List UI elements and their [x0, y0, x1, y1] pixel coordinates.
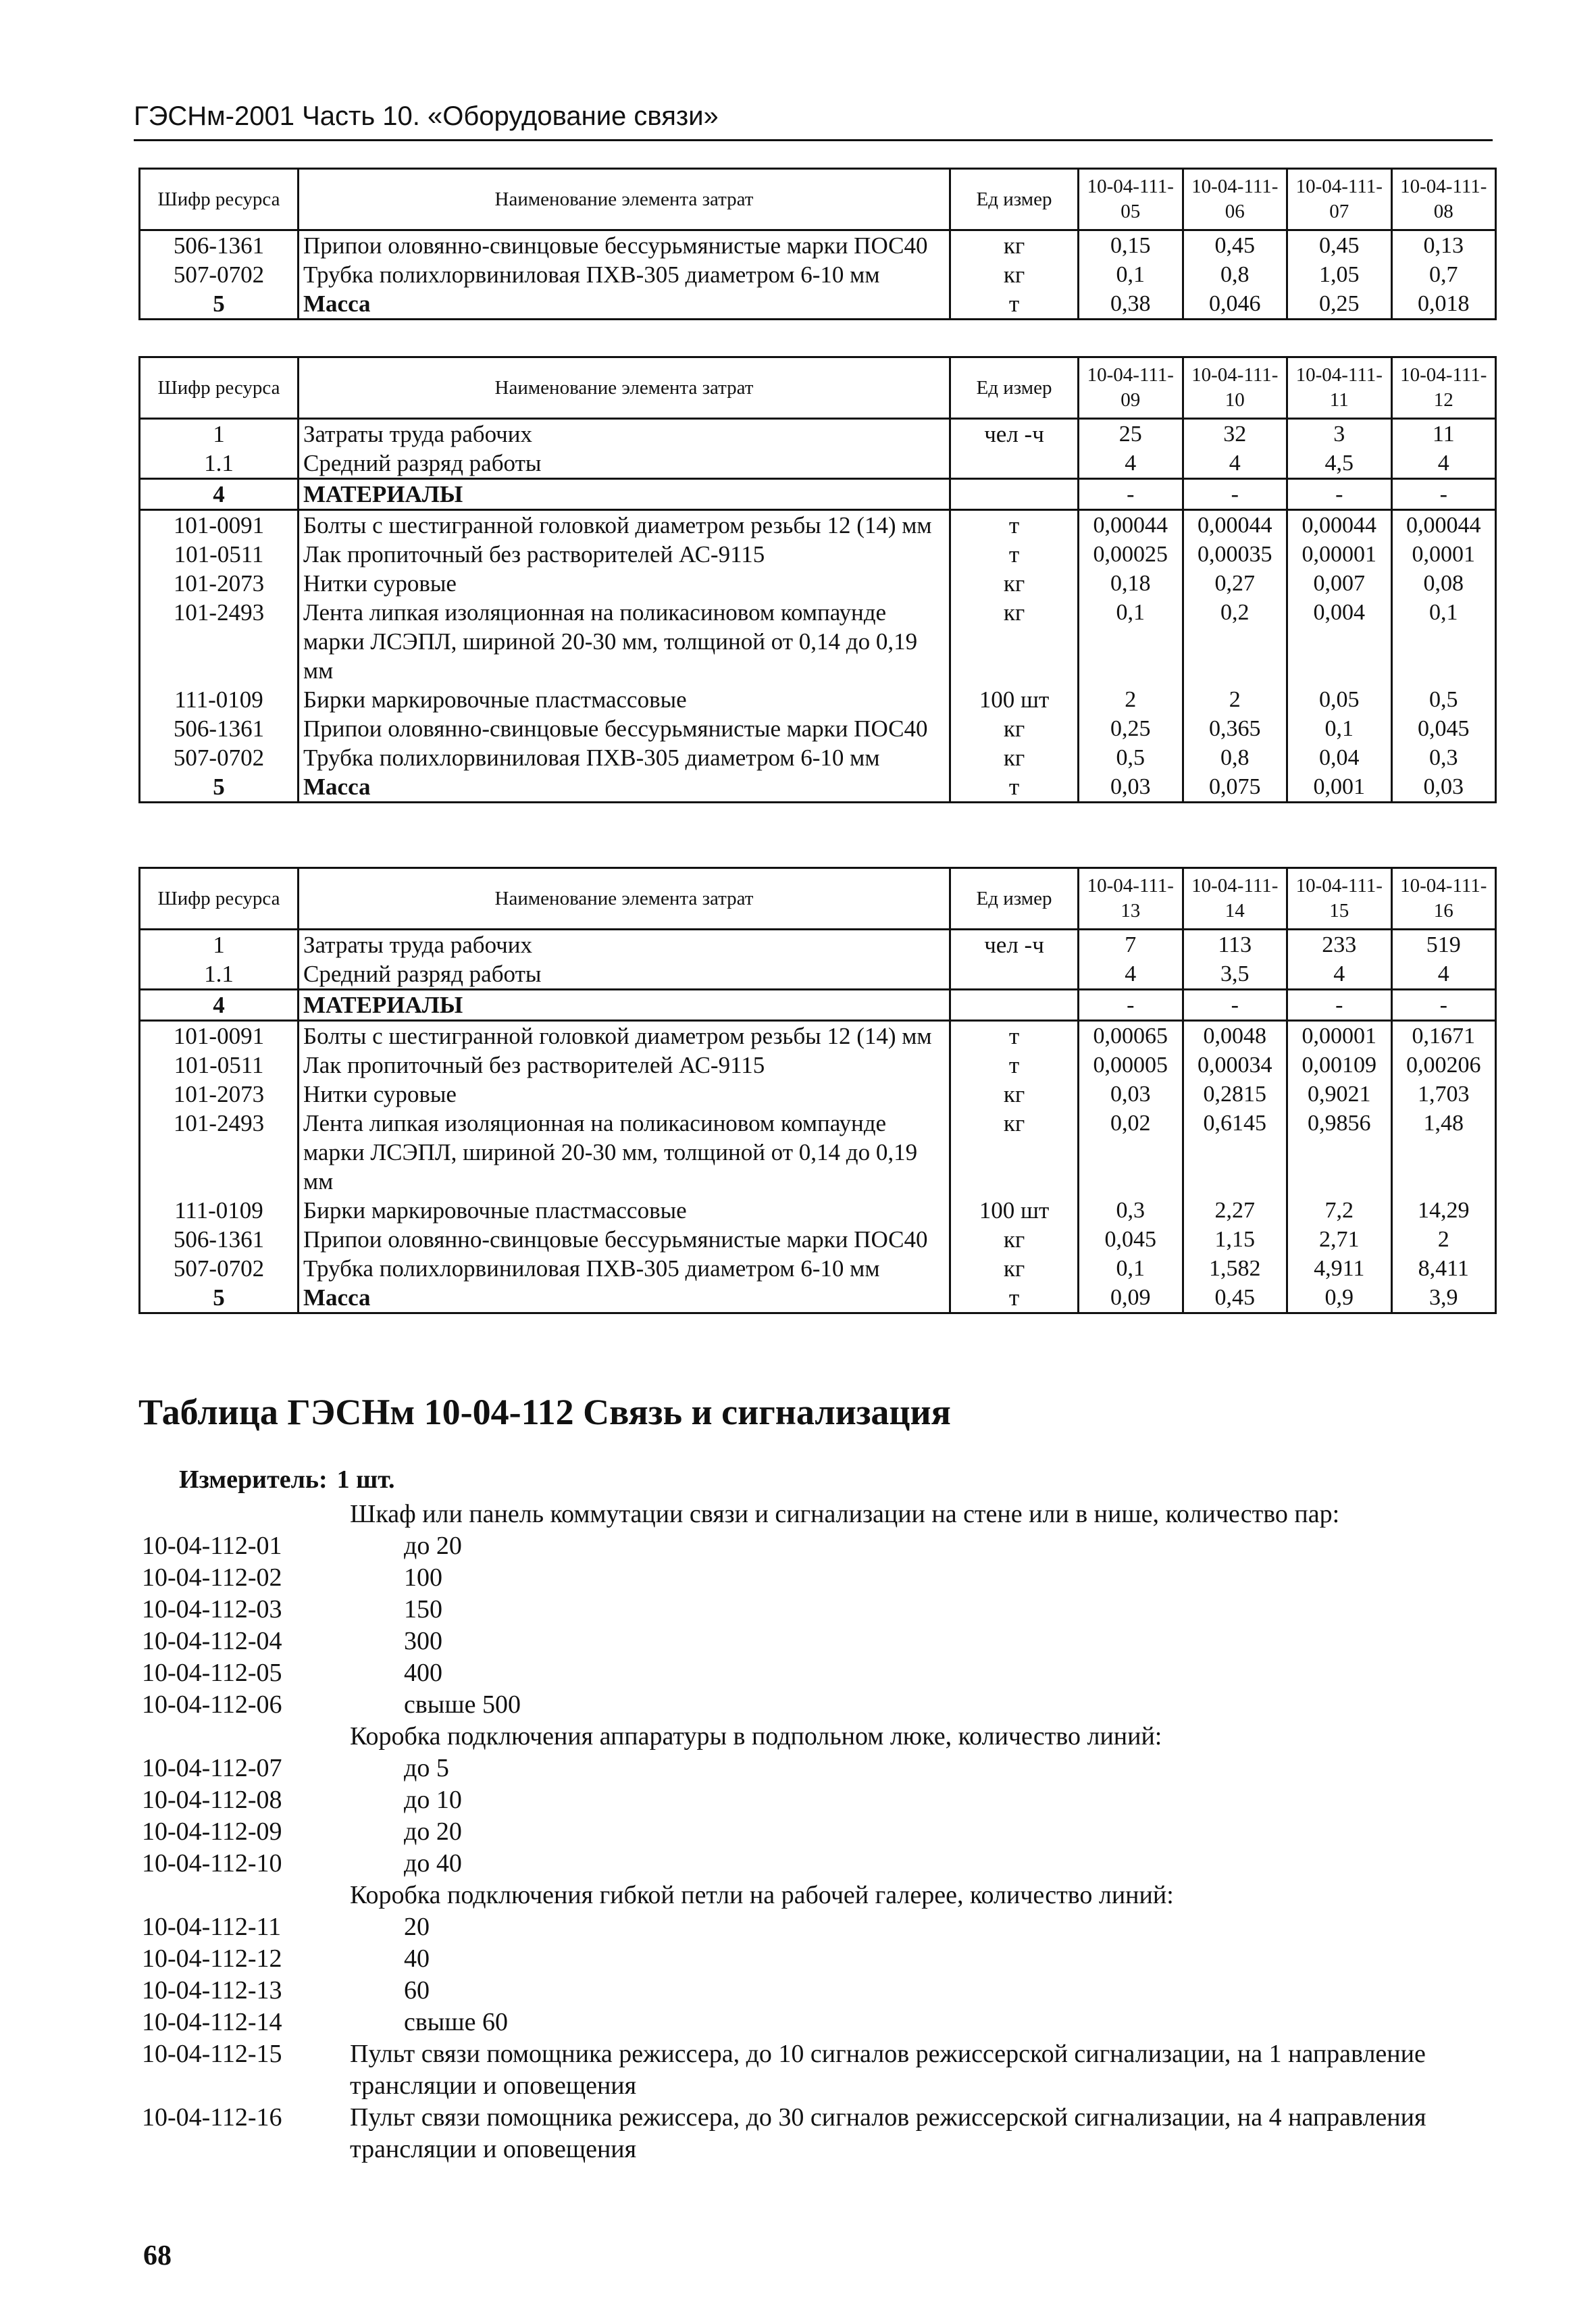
resource-name: Припои оловянно-свинцовые бессурьмянистые марки ПОС40: [299, 714, 950, 743]
column-header-norm: 10-04-111-08: [1391, 169, 1496, 230]
table-header-row: [140, 868, 1496, 930]
resource-value: 0,03: [1391, 772, 1496, 803]
table-row: [140, 1109, 1496, 1196]
resource-value: 0,6145: [1183, 1109, 1287, 1196]
resource-value: 4: [1079, 449, 1183, 479]
column-header-norm: 10-04-111-10: [1183, 357, 1287, 419]
resource-value: 0,018: [1391, 289, 1496, 320]
resource-name: Припои оловянно-свинцовые бессурьмянистые марки ПОС40: [299, 230, 950, 261]
norm-item-row: [142, 1562, 1493, 1594]
resource-unit: т: [950, 540, 1079, 569]
norm-item-row: [142, 2038, 1493, 2102]
resource-unit: кг: [950, 1080, 1079, 1109]
resource-code: 101-0091: [140, 1021, 299, 1051]
group-heading-2: Коробка подключения аппаратуры в подпольном люке, количество линий:: [350, 1722, 1162, 1751]
table-row: [140, 449, 1496, 479]
section-title: Таблица ГЭСНм 10-04-112 Связь и сигнализация: [138, 1392, 951, 1432]
resource-value: 7: [1079, 930, 1183, 960]
resource-unit: кг: [950, 743, 1079, 772]
group-list-3: [142, 1911, 1493, 2038]
table-row: [140, 230, 1496, 261]
column-header-norm: 10-04-111-12: [1391, 357, 1496, 419]
resource-value: 0,08: [1391, 569, 1496, 598]
resource-name: Лак пропиточный без растворителей АС-9115: [299, 1051, 950, 1080]
table-row: [140, 743, 1496, 772]
resource-name: Средний разряд работы: [299, 449, 950, 479]
resource-unit: кг: [950, 230, 1079, 261]
resource-value: -: [1079, 990, 1183, 1021]
column-header-code: Шифр ресурса: [140, 357, 299, 419]
resource-code: 101-2073: [140, 569, 299, 598]
table-row: [140, 419, 1496, 449]
resource-value: 2,27: [1183, 1196, 1287, 1225]
resource-value: 3,5: [1183, 959, 1287, 990]
resource-name: Лак пропиточный без растворителей АС-9115: [299, 540, 950, 569]
resource-value: 11: [1391, 419, 1496, 449]
resource-value: 0,5: [1391, 685, 1496, 714]
norm-code: 10-04-112-10: [142, 1849, 282, 1878]
resource-value: 113: [1183, 930, 1287, 960]
norm-items: [142, 1499, 1493, 2165]
norm-item-row: [142, 1911, 1493, 1943]
resource-value: 0,7: [1391, 260, 1496, 289]
resource-value: -: [1079, 479, 1183, 510]
resource-value: 2: [1079, 685, 1183, 714]
resource-value: -: [1391, 479, 1496, 510]
resource-value: -: [1183, 990, 1287, 1021]
resource-value: 0,1671: [1391, 1021, 1496, 1051]
resource-value: 7,2: [1287, 1196, 1392, 1225]
resource-value: 0,3: [1391, 743, 1496, 772]
group-heading-3: Коробка подключения гибкой петли на рабочей галерее, количество линий:: [350, 1881, 1174, 1909]
resource-value: 0,2815: [1183, 1080, 1287, 1109]
resource-unit: [950, 449, 1079, 479]
resource-value: 4: [1183, 449, 1287, 479]
column-header-norm: 10-04-111-14: [1183, 868, 1287, 930]
resource-value: -: [1183, 479, 1287, 510]
table-header-row: [140, 169, 1496, 230]
page-header: [134, 96, 1493, 141]
resource-name: Бирки маркировочные пластмассовые: [299, 685, 950, 714]
norm-code: 10-04-112-12: [142, 1944, 282, 1973]
group-heading-1: Шкаф или панель коммутации связи и сигнализации на стене или в нише, количество пар:: [350, 1500, 1340, 1528]
resource-unit: чел -ч: [950, 930, 1079, 960]
table-row: [140, 1254, 1496, 1283]
resource-value: 0,5: [1079, 743, 1183, 772]
group-list-2: [142, 1753, 1493, 1880]
norm-code: 10-04-112-11: [142, 1913, 282, 1941]
table-row: [140, 479, 1496, 510]
resource-name: Бирки маркировочные пластмассовые: [299, 1196, 950, 1225]
resource-name: Нитки суровые: [299, 569, 950, 598]
resource-value: 4: [1079, 959, 1183, 990]
resource-value: 0,0048: [1183, 1021, 1287, 1051]
resource-value: 0,1: [1287, 714, 1392, 743]
table-row: [140, 1051, 1496, 1080]
column-header-norm: 10-04-111-15: [1287, 868, 1392, 930]
resource-value: 0,00044: [1391, 510, 1496, 540]
resource-unit: кг: [950, 260, 1079, 289]
resource-value: 4,911: [1287, 1254, 1392, 1283]
page-number: 68: [143, 2240, 172, 2271]
resource-value: 1,05: [1287, 260, 1392, 289]
norm-code: 10-04-112-16: [142, 2103, 282, 2132]
resource-value: 0,00044: [1287, 510, 1392, 540]
resource-name: Масса: [299, 289, 950, 320]
resource-value: 1,15: [1183, 1225, 1287, 1254]
resource-value: 0,45: [1183, 1283, 1287, 1313]
resource-value: 0,00109: [1287, 1051, 1392, 1080]
resource-unit: [950, 959, 1079, 990]
resource-code: 506-1361: [140, 714, 299, 743]
resource-value: 233: [1287, 930, 1392, 960]
resource-value: 0,45: [1287, 230, 1392, 261]
resource-value: 1,582: [1183, 1254, 1287, 1283]
norm-item-row: [142, 2102, 1493, 2165]
document-title: ГЭСНм-2001 Часть 10. «Оборудование связи»: [134, 101, 719, 131]
resource-value: 519: [1391, 930, 1496, 960]
resource-value: 0,25: [1079, 714, 1183, 743]
norm-item-row: [142, 1943, 1493, 1975]
norm-label: до 20: [404, 1817, 462, 1846]
resource-unit: т: [950, 772, 1079, 803]
norm-code: 10-04-112-04: [142, 1627, 282, 1655]
resource-name: Трубка полихлорвиниловая ПХВ-305 диаметром 6-10 мм: [299, 1254, 950, 1283]
resource-value: -: [1391, 990, 1496, 1021]
norm-label: свыше 60: [404, 2008, 508, 2036]
resource-value: 4: [1391, 449, 1496, 479]
measure-label: Измеритель:: [179, 1465, 328, 1494]
norm-code: 10-04-112-03: [142, 1595, 282, 1624]
table-row: [140, 260, 1496, 289]
table-row: [140, 990, 1496, 1021]
resource-code: 101-2493: [140, 598, 299, 685]
resource-code: 4: [140, 990, 299, 1021]
resource-value: 0,00035: [1183, 540, 1287, 569]
resource-code: 101-2493: [140, 1109, 299, 1196]
resource-code: 1.1: [140, 959, 299, 990]
table-row: [140, 959, 1496, 990]
column-header-norm: 10-04-111-05: [1079, 169, 1183, 230]
resource-value: 0,09: [1079, 1283, 1183, 1313]
resource-value: -: [1287, 479, 1392, 510]
norm-code: 10-04-112-13: [142, 1976, 282, 2005]
resource-value: 0,27: [1183, 569, 1287, 598]
resource-value: 0,25: [1287, 289, 1392, 320]
resource-unit: 100 шт: [950, 685, 1079, 714]
resource-name: Масса: [299, 772, 950, 803]
norm-item-row: [142, 1626, 1493, 1657]
resource-value: 0,03: [1079, 1080, 1183, 1109]
column-header-norm: 10-04-111-11: [1287, 357, 1392, 419]
resource-value: 0,00044: [1183, 510, 1287, 540]
resource-value: 4: [1391, 959, 1496, 990]
resource-code: 507-0702: [140, 1254, 299, 1283]
resource-unit: кг: [950, 1225, 1079, 1254]
norm-item-row: [142, 1784, 1493, 1816]
measure-value: 1 шт.: [336, 1465, 395, 1494]
resource-value: 14,29: [1391, 1196, 1496, 1225]
resource-code: 5: [140, 289, 299, 320]
table-row: [140, 685, 1496, 714]
resource-value: 0,3: [1079, 1196, 1183, 1225]
resource-value: 0,9856: [1287, 1109, 1392, 1196]
resource-value: 0,046: [1183, 289, 1287, 320]
table-row: [140, 1080, 1496, 1109]
resource-name: МАТЕРИАЛЫ: [299, 479, 950, 510]
resource-value: 0,00034: [1183, 1051, 1287, 1080]
norm-item-row: [142, 1816, 1493, 1848]
resource-name: МАТЕРИАЛЫ: [299, 990, 950, 1021]
table-row: [140, 1196, 1496, 1225]
norm-label: до 40: [404, 1849, 462, 1878]
norm-code: 10-04-112-06: [142, 1690, 282, 1719]
norm-item-row: [142, 1657, 1493, 1689]
cost-table-2: [138, 356, 1497, 803]
resource-name: Средний разряд работы: [299, 959, 950, 990]
resource-value: 0,1: [1079, 1254, 1183, 1283]
resource-code: 507-0702: [140, 260, 299, 289]
resource-code: 101-2073: [140, 1080, 299, 1109]
resource-value: 3: [1287, 419, 1392, 449]
norm-label: 40: [404, 1944, 430, 1973]
norm-code: 10-04-112-07: [142, 1754, 282, 1782]
resource-unit: т: [950, 510, 1079, 540]
resource-name: Масса: [299, 1283, 950, 1313]
norm-label: свыше 500: [404, 1690, 521, 1719]
norm-label: Пульт связи помощника режиссера, до 30 сигналов режиссерской сигнализации, на 4 направления трансляции и оповещения: [350, 2103, 1426, 2163]
table-row: [140, 598, 1496, 685]
norm-code: 10-04-112-08: [142, 1786, 282, 1814]
table-row: [140, 510, 1496, 540]
resource-name: Болты с шестигранной головкой диаметром резьбы 12 (14) мм: [299, 510, 950, 540]
column-header-unit: Ед измер: [950, 169, 1079, 230]
resource-value: 0,04: [1287, 743, 1392, 772]
resource-value: 2,71: [1287, 1225, 1392, 1254]
resource-unit: т: [950, 1283, 1079, 1313]
resource-code: 506-1361: [140, 1225, 299, 1254]
resource-unit: [950, 990, 1079, 1021]
resource-value: 0,8: [1183, 260, 1287, 289]
resource-unit: т: [950, 1021, 1079, 1051]
resource-value: 0,45: [1183, 230, 1287, 261]
resource-unit: кг: [950, 598, 1079, 685]
norm-item-row: [142, 2007, 1493, 2038]
resource-value: 3,9: [1391, 1283, 1496, 1313]
resource-code: 507-0702: [140, 743, 299, 772]
column-header-unit: Ед измер: [950, 868, 1079, 930]
resource-value: 1,703: [1391, 1080, 1496, 1109]
table-row: [140, 1021, 1496, 1051]
norm-code: 10-04-112-01: [142, 1532, 282, 1560]
resource-value: 0,2: [1183, 598, 1287, 685]
column-header-name: Наименование элемента затрат: [299, 868, 950, 930]
resource-value: 0,1: [1079, 260, 1183, 289]
column-header-norm: 10-04-111-06: [1183, 169, 1287, 230]
table-row: [140, 772, 1496, 803]
table-row: [140, 714, 1496, 743]
resource-value: 0,075: [1183, 772, 1287, 803]
resource-value: 25: [1079, 419, 1183, 449]
resource-value: 0,05: [1287, 685, 1392, 714]
resource-value: 0,00001: [1287, 540, 1392, 569]
resource-unit: кг: [950, 1109, 1079, 1196]
cost-table-3: [138, 867, 1497, 1314]
resource-value: 0,00001: [1287, 1021, 1392, 1051]
resource-value: 0,004: [1287, 598, 1392, 685]
resource-code: 1.1: [140, 449, 299, 479]
resource-value: 0,9: [1287, 1283, 1392, 1313]
norm-label: до 5: [404, 1754, 449, 1782]
column-header-code: Шифр ресурса: [140, 868, 299, 930]
resource-name: Затраты труда рабочих: [299, 930, 950, 960]
resource-value: 0,1: [1079, 598, 1183, 685]
norm-item-row: [142, 1530, 1493, 1562]
column-header-norm: 10-04-111-09: [1079, 357, 1183, 419]
resource-value: 0,045: [1079, 1225, 1183, 1254]
resource-value: 0,045: [1391, 714, 1496, 743]
resource-code: 4: [140, 479, 299, 510]
resource-value: 0,38: [1079, 289, 1183, 320]
resource-unit: 100 шт: [950, 1196, 1079, 1225]
norm-code: 10-04-112-14: [142, 2008, 282, 2036]
resource-value: 4,5: [1287, 449, 1392, 479]
column-header-unit: Ед измер: [950, 357, 1079, 419]
resource-value: 0,18: [1079, 569, 1183, 598]
resource-value: 0,00005: [1079, 1051, 1183, 1080]
norm-code: 10-04-112-15: [142, 2040, 282, 2068]
column-header-name: Наименование элемента затрат: [299, 357, 950, 419]
norm-label: до 20: [404, 1532, 462, 1560]
resource-value: 0,1: [1391, 598, 1496, 685]
resource-value: 0,007: [1287, 569, 1392, 598]
resource-code: 101-0511: [140, 1051, 299, 1080]
column-header-norm: 10-04-111-16: [1391, 868, 1496, 930]
column-header-norm: 10-04-111-07: [1287, 169, 1392, 230]
table-row: [140, 540, 1496, 569]
resource-unit: кг: [950, 714, 1079, 743]
resource-value: 8,411: [1391, 1254, 1496, 1283]
norm-code: 10-04-112-09: [142, 1817, 282, 1846]
resource-value: 1,48: [1391, 1109, 1496, 1196]
resource-value: 32: [1183, 419, 1287, 449]
resource-code: 506-1361: [140, 230, 299, 261]
resource-value: 4: [1287, 959, 1392, 990]
resource-unit: [950, 479, 1079, 510]
resource-value: 0,15: [1079, 230, 1183, 261]
norm-label: 20: [404, 1913, 430, 1941]
resource-value: 0,00206: [1391, 1051, 1496, 1080]
resource-name: Трубка полихлорвиниловая ПХВ-305 диаметром 6-10 мм: [299, 743, 950, 772]
norm-code: 10-04-112-02: [142, 1563, 282, 1592]
norm-item-row: [142, 1848, 1493, 1880]
resource-unit: чел -ч: [950, 419, 1079, 449]
resource-unit: т: [950, 1051, 1079, 1080]
resource-name: Припои оловянно-свинцовые бессурьмянистые марки ПОС40: [299, 1225, 950, 1254]
resource-code: 1: [140, 930, 299, 960]
resource-code: 111-0109: [140, 685, 299, 714]
table-row: [140, 1225, 1496, 1254]
column-header-code: Шифр ресурса: [140, 169, 299, 230]
norm-label: 300: [404, 1627, 442, 1655]
resource-value: 2: [1391, 1225, 1496, 1254]
resource-code: 1: [140, 419, 299, 449]
resource-name: Затраты труда рабочих: [299, 419, 950, 449]
resource-value: 0,8: [1183, 743, 1287, 772]
table-header-row: [140, 357, 1496, 419]
cost-table-1: [138, 168, 1497, 320]
resource-value: 0,00065: [1079, 1021, 1183, 1051]
resource-value: 2: [1183, 685, 1287, 714]
resource-unit: кг: [950, 1254, 1079, 1283]
column-header-name: Наименование элемента затрат: [299, 169, 950, 230]
resource-value: 0,365: [1183, 714, 1287, 743]
norm-label: 60: [404, 1976, 430, 2005]
resource-code: 101-0091: [140, 510, 299, 540]
resource-value: 0,03: [1079, 772, 1183, 803]
resource-code: 101-0511: [140, 540, 299, 569]
norm-item-row: [142, 1689, 1493, 1721]
resource-code: 111-0109: [140, 1196, 299, 1225]
table-row: [140, 569, 1496, 598]
resource-value: -: [1287, 990, 1392, 1021]
resource-name: Нитки суровые: [299, 1080, 950, 1109]
norm-item-row: [142, 1975, 1493, 2007]
resource-value: 0,001: [1287, 772, 1392, 803]
norm-label: до 10: [404, 1786, 462, 1814]
long-items-list: [142, 2038, 1493, 2165]
table-row: [140, 289, 1496, 320]
resource-unit: т: [950, 289, 1079, 320]
resource-name: Болты с шестигранной головкой диаметром резьбы 12 (14) мм: [299, 1021, 950, 1051]
measure-line: [179, 1463, 395, 1496]
resource-name: Трубка полихлорвиниловая ПХВ-305 диаметром 6-10 мм: [299, 260, 950, 289]
resource-value: 0,00044: [1079, 510, 1183, 540]
group-list-1: [142, 1530, 1493, 1721]
table-row: [140, 930, 1496, 960]
norm-item-row: [142, 1594, 1493, 1626]
resource-value: 0,0001: [1391, 540, 1496, 569]
resource-unit: кг: [950, 569, 1079, 598]
resource-code: 5: [140, 772, 299, 803]
resource-value: 0,9021: [1287, 1080, 1392, 1109]
norm-label: 150: [404, 1595, 442, 1624]
norm-label: 400: [404, 1659, 442, 1687]
resource-value: 0,00025: [1079, 540, 1183, 569]
norm-label: Пульт связи помощника режиссера, до 10 сигналов режиссерской сигнализации, на 1 направление трансляции и оповещения: [350, 2040, 1426, 2100]
resource-name: Лента липкая изоляционная на поликасиновом компаунде марки ЛСЭПЛ, шириной 20-30 мм, толщиной от 0,14 до 0,19 мм: [299, 1109, 950, 1196]
resource-value: 0,13: [1391, 230, 1496, 261]
column-header-norm: 10-04-111-13: [1079, 868, 1183, 930]
resource-code: 5: [140, 1283, 299, 1313]
resource-value: 0,02: [1079, 1109, 1183, 1196]
resource-name: Лента липкая изоляционная на поликасиновом компаунде марки ЛСЭПЛ, шириной 20-30 мм, толщиной от 0,14 до 0,19 мм: [299, 598, 950, 685]
norm-item-row: [142, 1753, 1493, 1784]
table-row: [140, 1283, 1496, 1313]
norm-code: 10-04-112-05: [142, 1659, 282, 1687]
norm-label: 100: [404, 1563, 442, 1592]
